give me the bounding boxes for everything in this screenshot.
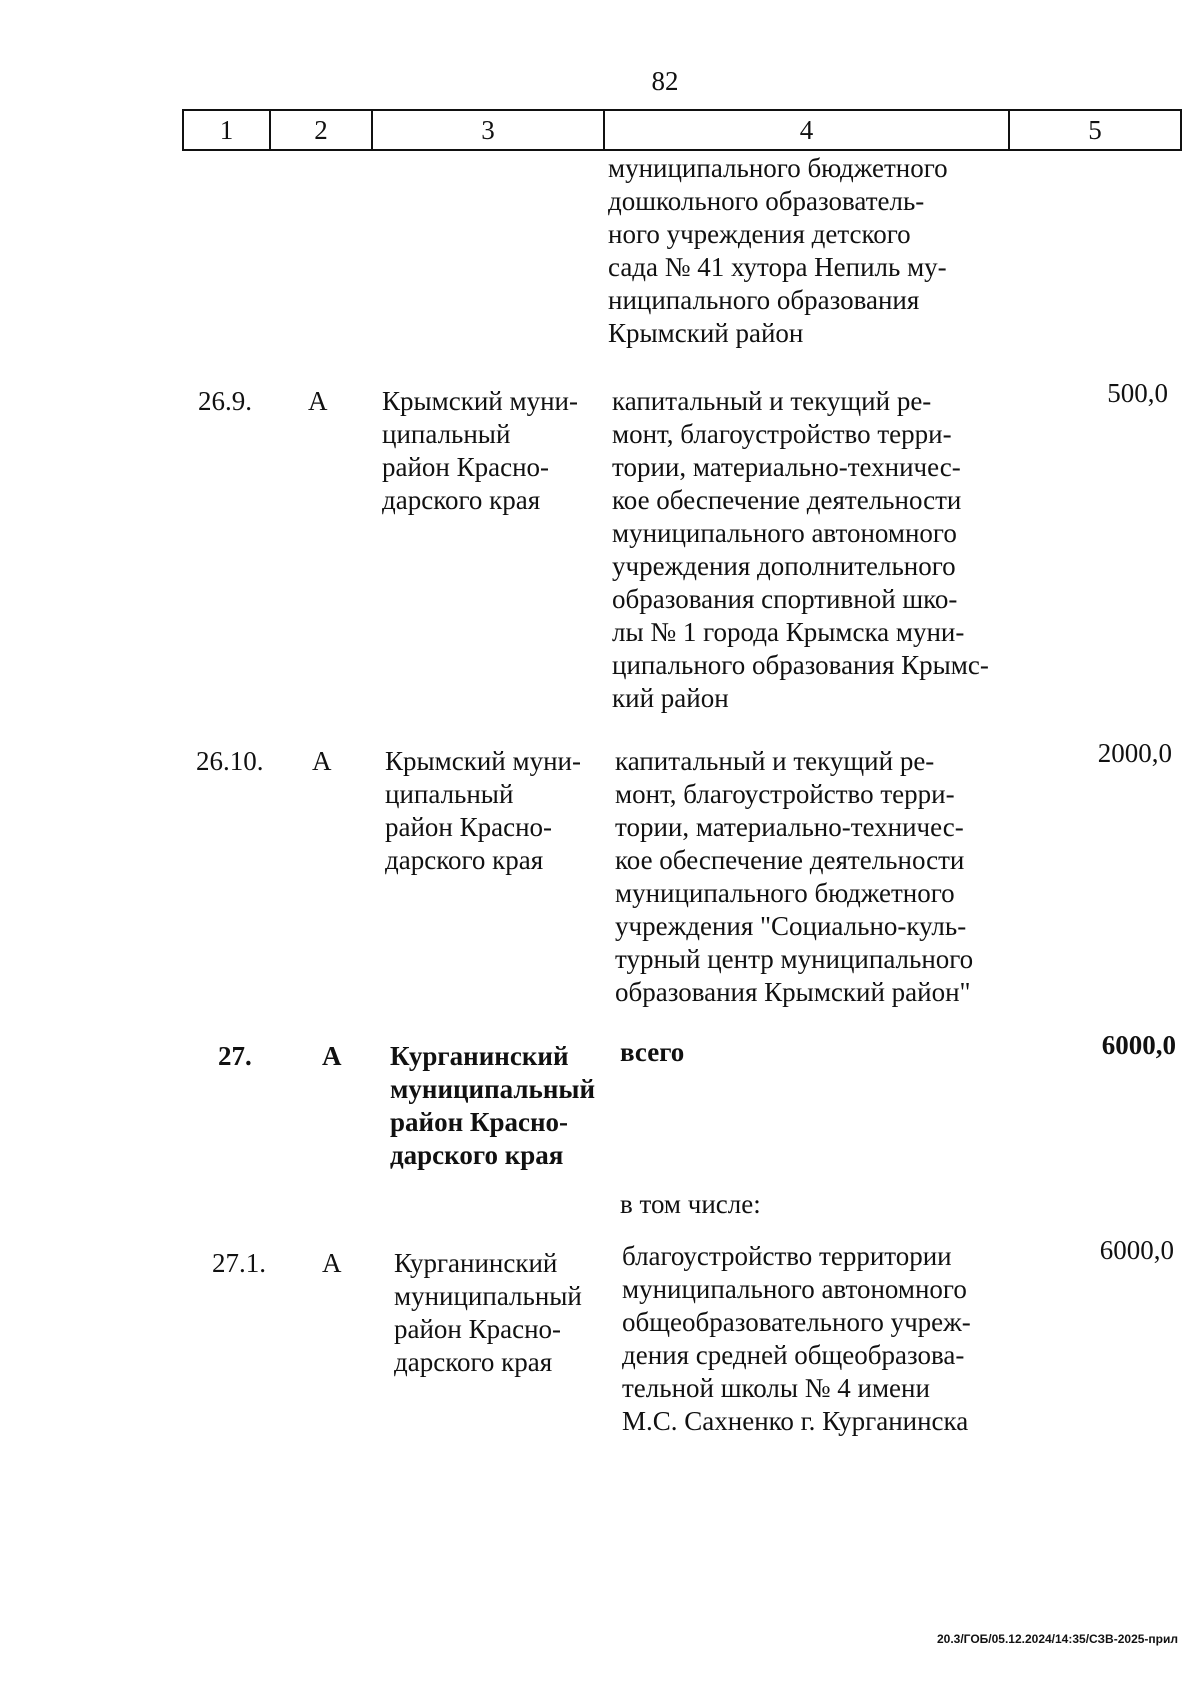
column-header-2: 2 [270, 110, 372, 150]
row-description: капитальный и текущий ре- монт, благоустройство терри- тории, материально-техничес- кое обеспечение деятельности муниципального бюджетного учреждения "Социально-куль- турный центр муниципального образования Крымский район" [615, 746, 974, 1007]
row-category: А [322, 1248, 342, 1278]
row-municipality: Курганинский муниципальный район Красно- дарского края [394, 1248, 582, 1377]
row-municipality: Курганинский муниципальный район Красно- дарского края [390, 1041, 596, 1170]
row-number: 27. [218, 1041, 252, 1071]
column-header-row [182, 109, 1182, 151]
row-amount: 6000,0 [1099, 1235, 1174, 1265]
row-description: капитальный и текущий ре- монт, благоустройство терри- тории, материально-техничес- кое обеспечение деятельности муниципального автономного учреждения дополнительного образования спортивной шко- лы № 1 города Крымска муни- ципального образования Крымс- кий район [612, 386, 989, 713]
row-amount: 6000,0 [1101, 1030, 1176, 1060]
row-amount: 2000,0 [1097, 738, 1172, 768]
including-label: в том числе: [620, 1189, 761, 1219]
row-category: А [322, 1041, 342, 1071]
row-municipality: Крымский муни- ципальный район Красно- дарского края [385, 746, 581, 875]
column-header-4: 4 [604, 110, 1009, 150]
row-category: А [312, 746, 332, 776]
column-header-1: 1 [183, 110, 270, 150]
row-number: 26.10. [196, 746, 264, 776]
page-number: 82 [651, 66, 679, 96]
row-number: 27.1. [212, 1248, 266, 1278]
row-description: всего [620, 1037, 685, 1067]
continuation-description: муниципального бюджетного дошкольного образователь- ного учреждения детского сада № 41 хутора Непиль му- ниципального образования Крымский район [608, 153, 948, 348]
row-number: 26.9. [198, 386, 252, 416]
row-amount: 500,0 [1107, 378, 1168, 408]
row-category: А [308, 386, 328, 416]
row-municipality: Крымский муни- ципальный район Красно- дарского края [382, 386, 578, 515]
document-footer-code: 20.3/ГОБ/05.12.2024/14:35/СЗВ-2025-прил [936, 1632, 1178, 1646]
row-description: благоустройство территории муниципального автономного общеобразовательного учреж- дения средней общеобразова- тельной школы № 4 имени М.С. Сахненко г. Курганинска [622, 1241, 971, 1436]
column-header-3: 3 [372, 110, 604, 150]
column-header-5: 5 [1009, 110, 1181, 150]
